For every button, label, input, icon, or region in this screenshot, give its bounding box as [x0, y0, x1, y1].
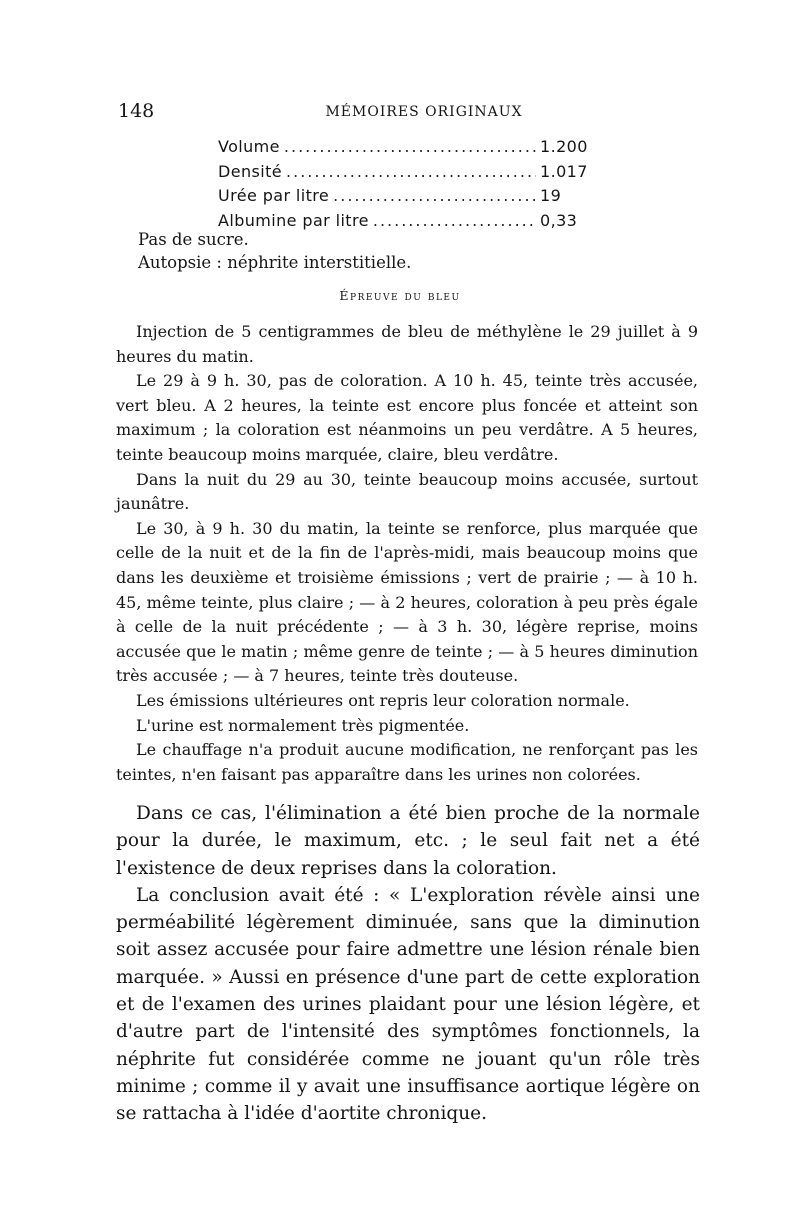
dot-leader: [373, 211, 536, 230]
measure-value: 1.200: [540, 137, 588, 156]
dot-leader: [284, 137, 536, 156]
table-row: [218, 137, 608, 162]
table-row: [218, 162, 608, 187]
measure-value: 1.017: [540, 161, 588, 181]
paragraph: La conclusion avait été : « L'exploration révèle ainsi une perméabilité légèrement diminuée, sans que la diminution soit assez accusée pour faire admettre une lésion rénale bien marquée. » Aussi en présence d'une part de cette exploration et de l'examen des urines plaidant pour une lésion légère, et d'autre part de l'intensité des symptômes fonctionnels, la néphrite fut considérée comme ne jouant qu'un rôle très minime ; comme il y avait une insuffisance aortique légère on se rattacha à l'idée d'aortite chronique.: [116, 884, 700, 1125]
measure-label: Densité: [218, 161, 283, 181]
measure-label: Urée par litre: [218, 186, 330, 205]
measure-value: 0,33: [540, 210, 578, 230]
page-number: 148: [118, 100, 155, 122]
dot-leader: [333, 186, 536, 205]
paragraph: Injection de 5 centigrammes de bleu de méthylène le 29 juillet à 9 heures du matin.: [116, 322, 698, 366]
paragraph: Le chauffage n'a produit aucune modification, ne renforçant pas les teintes, n'en faisant pas apparaître dans les urines non colorées.: [116, 740, 698, 784]
running-header: [118, 100, 700, 126]
section-title: Épreuve du bleu: [339, 288, 461, 303]
measure-label: Albumine par litre: [218, 210, 369, 230]
table-row: [218, 186, 608, 211]
discussion-text: [116, 800, 700, 1128]
paragraph: Le 29 à 9 h. 30, pas de coloration. A 10 h. 45, teinte très accusée, vert bleu. A 2 heures, la teinte est encore plus foncée et atteint son maximum ; la coloration est néanmoins un peu verdâtre. A 5 heures, teinte beaucoup moins marquée, claire, bleu verdâtre.: [116, 371, 698, 464]
note-line: Pas de sucre.: [138, 230, 249, 249]
paragraph: L'urine est normalement très pigmentée.: [136, 715, 470, 735]
running-title: MÉMOIRES ORIGINAUX: [325, 104, 523, 120]
urine-analysis-table: [218, 137, 608, 235]
paragraph: Les émissions ultérieures ont repris leur coloration normale.: [136, 690, 630, 710]
paragraph: Le 30, à 9 h. 30 du matin, la teinte se renforce, plus marquée que celle de la nuit et de la fin de l'après-midi, mais beaucoup moins que dans les deuxième et troisième émissions ; vert de prairie ; — à 10 h. 45, même teinte, plus claire ; — à 2 heures, coloration à peu près égale à celle de la nuit précédente ; — à 3 h. 30, légère reprise, moins accusée que le matin ; même genre de teinte ; — à 5 heures diminution très accusée ; — à 7 heures, teinte très douteuse.: [116, 518, 698, 686]
observation-text: [116, 320, 698, 787]
paragraph: Dans la nuit du 29 au 30, teinte beaucoup moins accusée, surtout jaunâtre.: [116, 469, 698, 514]
measure-value: 19: [540, 186, 562, 205]
paragraph: Dans ce cas, l'élimination a été bien proche de la normale pour la durée, le maximum, etc. ; le seul fait net a été l'existence de deux reprises dans la coloration.: [116, 803, 700, 879]
measure-label: Volume: [218, 137, 280, 156]
dot-leader: [286, 162, 536, 181]
note-line: Autopsie : néphrite interstitielle.: [138, 253, 412, 272]
notes: [138, 230, 698, 276]
